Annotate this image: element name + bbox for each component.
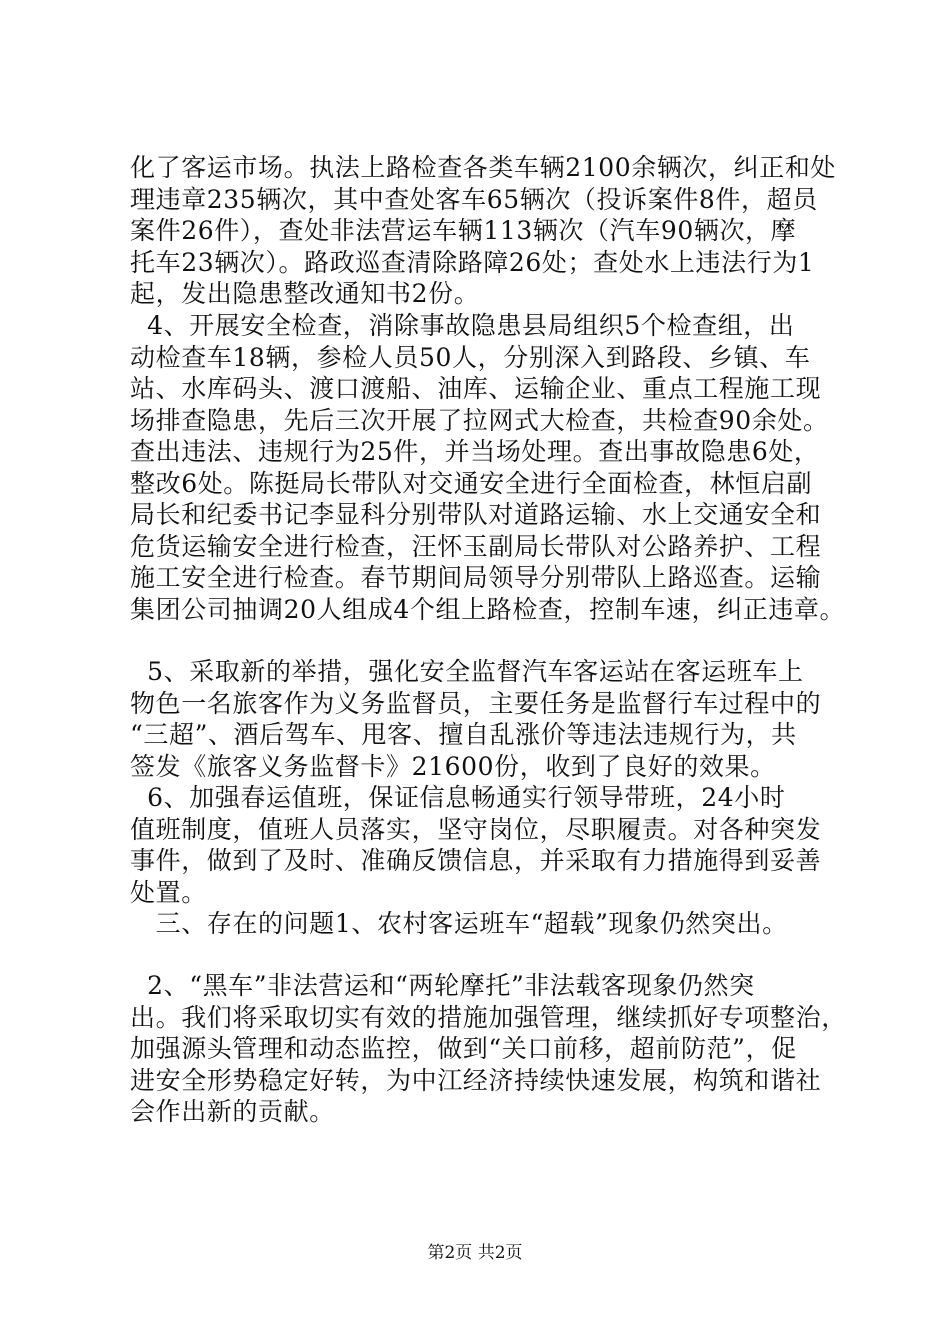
paragraph-existing-problems <box>130 908 850 940</box>
text-line: 2、“黑车”非法营运和“两轮摩托”非法载客现象仍然突 <box>130 971 755 1000</box>
page-number-footer: 第2页 共2页 <box>427 1243 523 1263</box>
text-line: 三、存在的问题1、农村客运班车“超载”现象仍然突出。 <box>130 909 788 938</box>
text-line: 整改6处。陈挺局长带队对交通安全进行全面检查，林恒启副 <box>130 468 813 498</box>
text-line: 查出违法、违规行为25件，并当场处理。查出事故隐患6处， <box>130 437 820 466</box>
text-line: 施工安全进行检查。春节期间局领导分别带队上路巡查。运输 <box>130 563 822 592</box>
paragraph-safety-inspection <box>130 310 850 625</box>
text-line: 危货运输安全进行检查，汪怀玉副局长带队对公路养护、工程 <box>130 531 822 561</box>
text-line: 5、采取新的举措，强化安全监督汽车客运站在客运班车上 <box>130 657 804 686</box>
text-line: 值班制度，值班人员落实，坚守岗位，尽职履责。对各种突发 <box>130 814 822 844</box>
text-line: 进安全形势稳定好转，为中江经济持续快速发展，构筑和谐社 <box>130 1065 822 1095</box>
text-line: 托车23辆次）。路政巡查清除路障26处；查处水上违法行为1 <box>130 247 815 277</box>
text-line: 理违章235辆次，其中查处客车65辆次（投诉案件8件，超员 <box>130 184 818 214</box>
text-line: 加强源头管理和动态监控，做到“关口前移，超前防范”，促 <box>130 1034 797 1063</box>
text-line: 签发《旅客义务监督卡》21600份，收到了良好的效果。 <box>130 751 776 781</box>
text-line: 集团公司抽调20人组成4个组上路检查，控制车速，纠正违章。 <box>130 594 846 624</box>
text-line: 动检查车18辆，参检人员50人，分别深入到路段、乡镇、车 <box>130 342 811 372</box>
text-line: 会作出新的贡献。 <box>130 1097 335 1126</box>
text-line: 化了客运市场。执法上路检查各类车辆2100余辆次，纠正和处 <box>130 153 837 182</box>
paragraph-duty-shift <box>130 782 850 908</box>
text-line: 4、开展安全检查，消除事故隐患县局组织5个检查组，出 <box>130 311 795 340</box>
text-line: 场排查隐患，先后三次开展了拉网式大检查，共检查90余处。 <box>130 405 829 435</box>
text-line: “三超”、酒后驾车、甩客、擅自乱涨价等违法违规行为，共 <box>130 720 797 749</box>
paragraph-market-enforcement <box>130 152 850 310</box>
text-line: 站、水库码头、渡口渡船、油库、运输企业、重点工程施工现 <box>130 374 822 403</box>
text-line: 事件，做到了及时、准确反馈信息，并采取有力措施得到妥善 <box>130 846 822 875</box>
text-line: 处置。 <box>130 877 207 907</box>
text-line: 出。我们将采取切实有效的措施加强管理，继续抓好专项整治， <box>130 1002 847 1032</box>
text-line: 物色一名旅客作为义务监督员，主要任务是监督行车过程中的 <box>130 688 822 718</box>
text-line: 起，发出隐患整改通知书2份。 <box>130 279 480 308</box>
text-line: 案件26件），查处非法营运车辆113辆次（汽车90辆次，摩 <box>130 216 797 245</box>
text-line: 6、加强春运值班，保证信息畅通实行领导带班，24小时 <box>130 783 786 812</box>
paragraph-closing <box>130 970 850 1128</box>
paragraph-new-measures <box>130 656 850 782</box>
text-line: 局长和纪委书记李显科分别带队对道路运输、水上交通安全和 <box>130 500 822 529</box>
